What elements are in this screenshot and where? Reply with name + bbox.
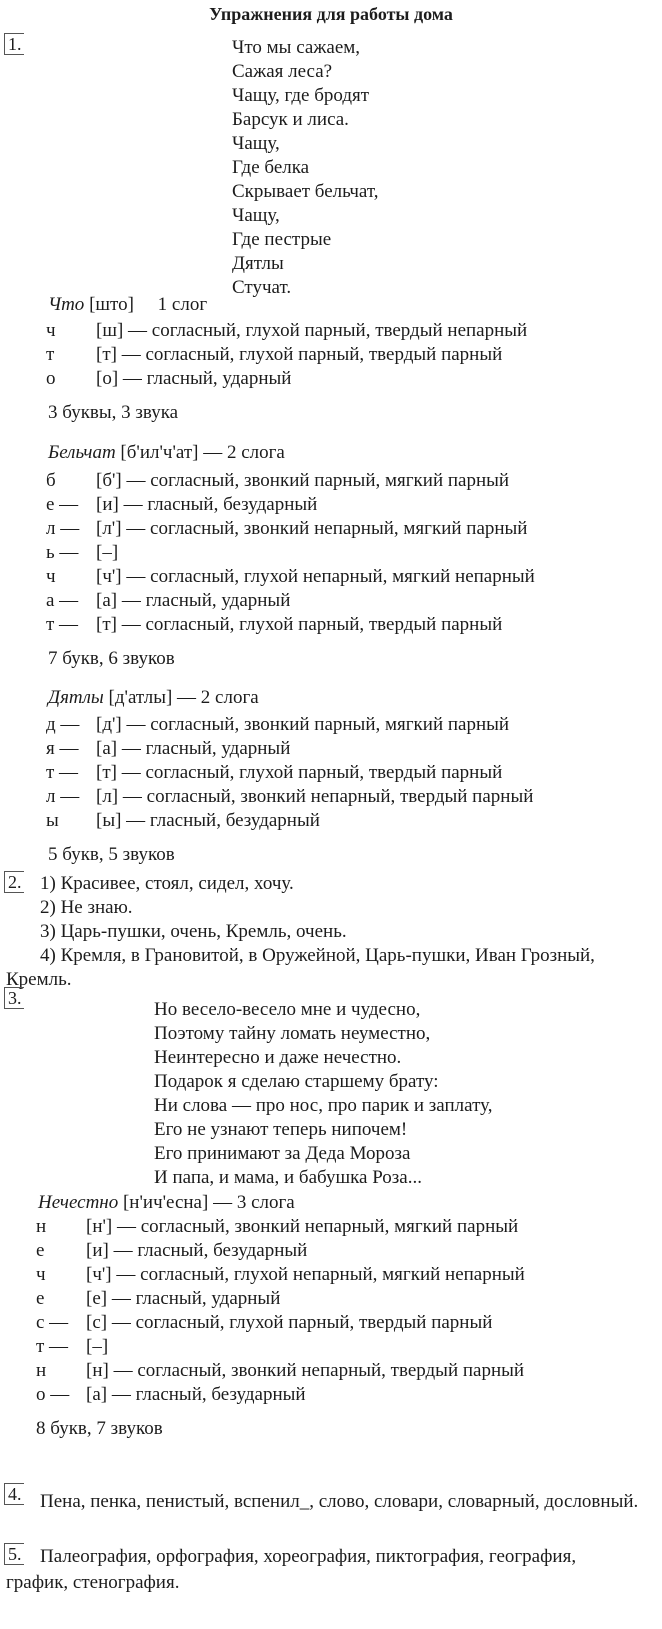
table-row xyxy=(46,738,642,762)
exercise-4-text: Пена, пенка, пенистый, вспенил_, слово, словари, словарный, дословный. xyxy=(40,1491,639,1512)
letter-cell: д — xyxy=(46,714,80,735)
letter-cell: т xyxy=(46,344,55,365)
exercise-1-number xyxy=(4,34,24,55)
poem-line: Поэтому тайну ломать неуместно, xyxy=(154,1023,431,1044)
letter-cell: ч xyxy=(46,320,56,341)
table-row xyxy=(36,1240,642,1264)
heading-part: 1 слог xyxy=(157,294,208,315)
letter-cell: т — xyxy=(46,762,79,783)
poem-line: Стучат. xyxy=(232,277,292,298)
sound-description: [т] — согласный, глухой парный, твердый парный xyxy=(96,762,503,783)
letter-cell: е xyxy=(36,1288,45,1309)
poem-line: Чащу, xyxy=(232,205,280,226)
table-row xyxy=(36,1288,642,1312)
sound-description: [–] xyxy=(86,1336,109,1357)
poem-line: Подарок я сделаю старшему брату: xyxy=(154,1071,439,1092)
table-row xyxy=(36,1336,642,1360)
heading-part: [б'ил'ч'ат] — 2 слога xyxy=(120,442,285,463)
letter-cell: ы xyxy=(46,810,59,831)
poem-line: Неинтересно и даже нечестно. xyxy=(154,1047,402,1068)
sound-description: [н] — согласный, звонкий непарный, твердый парный xyxy=(86,1360,525,1381)
page-title: Упражнения для работы дома xyxy=(209,4,453,24)
sound-description: [ч'] — согласный, глухой непарный, мягкий непарный xyxy=(96,566,535,587)
table-row xyxy=(36,1384,642,1408)
phonetic-analysis-table xyxy=(36,1216,642,1408)
sound-description: [с] — согласный, глухой парный, твердый парный xyxy=(86,1312,493,1333)
phonetic-analysis-table xyxy=(46,320,642,392)
table-row xyxy=(46,566,642,590)
table-row xyxy=(46,714,642,738)
sound-description: [н'] — согласный, звонкий непарный, мягкий парный xyxy=(86,1216,519,1237)
analyzed-word: Что xyxy=(48,294,85,315)
letter-cell: е xyxy=(36,1240,45,1261)
table-row xyxy=(36,1216,642,1240)
sound-description: [т] — согласный, глухой парный, твердый парный xyxy=(96,344,503,365)
letter-cell: е — xyxy=(46,494,79,515)
exercise-2-answers xyxy=(6,872,642,992)
heading-part: 1. xyxy=(4,33,24,55)
table-row xyxy=(46,368,642,392)
word-analysis-heading xyxy=(48,442,285,464)
sound-description: [а] — гласный, ударный xyxy=(96,590,291,611)
sound-description: [а] — гласный, безударный xyxy=(86,1384,306,1405)
sound-description: [и] — гласный, безударный xyxy=(86,1240,308,1261)
letter-cell: ь — xyxy=(46,542,79,563)
letters-sounds-count: 7 букв, 6 звуков xyxy=(48,648,175,669)
sound-description: [л'] — согласный, звонкий непарный, мягкий парный xyxy=(96,518,528,539)
table-row xyxy=(36,1264,642,1288)
letter-cell: т — xyxy=(46,614,79,635)
table-row xyxy=(46,320,642,344)
sound-description: [ш] — согласный, глухой парный, твердый непарный xyxy=(96,320,528,341)
letter-cell: н xyxy=(36,1360,47,1381)
table-row xyxy=(46,786,642,810)
poem-line: Где белка xyxy=(232,157,310,178)
poem-line: Чащу, где бродят xyxy=(232,85,370,106)
table-row xyxy=(36,1312,642,1336)
sound-description: [–] xyxy=(96,542,119,563)
letters-sounds-count: 3 буквы, 3 звука xyxy=(48,402,179,423)
table-row xyxy=(46,614,642,638)
table-row xyxy=(46,810,642,834)
poem-line: Дятлы xyxy=(232,253,284,274)
letter-cell: о — xyxy=(36,1384,70,1405)
phonetic-analysis-table xyxy=(46,470,642,638)
analyzed-word: Дятлы xyxy=(48,687,104,708)
analyzed-word: Нечестно xyxy=(38,1192,119,1213)
letter-cell: т — xyxy=(36,1336,69,1357)
letter-cell: о xyxy=(46,368,56,389)
answer-line: 1) Красивее, стоял, сидел, хочу. xyxy=(40,873,294,894)
table-row xyxy=(46,542,642,566)
letter-cell: я — xyxy=(46,738,79,759)
heading-part: 3. xyxy=(4,987,24,1009)
sound-description: [ч'] — согласный, глухой непарный, мягкий непарный xyxy=(86,1264,525,1285)
table-row xyxy=(46,494,642,518)
letter-cell: а — xyxy=(46,590,79,611)
poem-line: И папа, и мама, и бабушка Роза... xyxy=(154,1167,422,1188)
letters-sounds-count: 5 букв, 5 звуков xyxy=(48,844,175,865)
sound-description: [т] — согласный, глухой парный, твердый парный xyxy=(96,614,503,635)
table-row xyxy=(46,470,642,494)
letter-cell: ч xyxy=(36,1264,46,1285)
heading-part: [д'атлы] — 2 слога xyxy=(108,687,259,708)
analyzed-word: Бельчат xyxy=(48,442,116,463)
poem-line: Его принимают за Деда Мороза xyxy=(154,1143,411,1164)
letters-sounds-count: 8 букв, 7 звуков xyxy=(36,1418,163,1439)
sound-description: [е] — гласный, ударный xyxy=(86,1288,281,1309)
word-analysis-heading xyxy=(48,294,207,316)
heading-part: [што] xyxy=(89,294,134,315)
poem-line: Но весело-весело мне и чудесно, xyxy=(154,999,421,1020)
poem-line: Где пестрые xyxy=(232,229,332,250)
poem-line: Барсук и лиса. xyxy=(232,109,349,130)
letter-cell: л — xyxy=(46,518,80,539)
table-row xyxy=(46,590,642,614)
exercise-3-number xyxy=(4,988,24,1009)
letter-cell: ч xyxy=(46,566,56,587)
sound-description: [а] — гласный, ударный xyxy=(96,738,291,759)
word-analysis-heading xyxy=(48,687,259,709)
exercise-1-poem xyxy=(232,36,378,300)
sound-description: [б'] — согласный, звонкий парный, мягкий парный xyxy=(96,470,510,491)
sound-description: [л] — согласный, звонкий непарный, твердый парный xyxy=(96,786,534,807)
heading-part: 5. xyxy=(4,1543,24,1565)
answer-line: 4) Кремля, в Грановитой, в Оружейной, Царь-пушки, Иван Грозный, Кремль. xyxy=(6,945,595,990)
poem-line: Его не узнают теперь нипочем! xyxy=(154,1119,408,1140)
exercise-5-text: Палеография, орфография, хореография, пиктография, география, график, стенография. xyxy=(6,1546,577,1593)
table-row xyxy=(46,518,642,542)
letter-cell: л — xyxy=(46,786,80,807)
poem-line: Сажая леса? xyxy=(232,61,333,82)
poem-line: Скрывает бельчат, xyxy=(232,181,379,202)
sound-description: [о] — гласный, ударный xyxy=(96,368,292,389)
poem-line: Чащу, xyxy=(232,133,280,154)
table-row xyxy=(46,344,642,368)
heading-part: 2. xyxy=(4,871,24,893)
answer-line: 3) Царь-пушки, очень, Кремль, очень. xyxy=(40,921,347,942)
exercise-3-poem xyxy=(154,998,492,1190)
phonetic-analysis-table xyxy=(46,714,642,834)
word-analysis-heading xyxy=(38,1192,295,1214)
letter-cell: н xyxy=(36,1216,47,1237)
heading-part: [н'ич'есна] — 3 слога xyxy=(122,1192,295,1213)
poem-line: Ни слова — про нос, про парик и заплату, xyxy=(154,1095,493,1116)
table-row xyxy=(36,1360,642,1384)
sound-description: [ы] — гласный, безударный xyxy=(96,810,320,831)
table-row xyxy=(46,762,642,786)
poem-line: Что мы сажаем, xyxy=(232,37,361,58)
letter-cell: б xyxy=(46,470,56,491)
sound-description: [и] — гласный, безударный xyxy=(96,494,318,515)
letter-cell: с — xyxy=(36,1312,69,1333)
answer-line: 2) Не знаю. xyxy=(40,897,133,918)
heading-part: 4. xyxy=(4,1483,24,1505)
sound-description: [д'] — согласный, звонкий парный, мягкий парный xyxy=(96,714,510,735)
